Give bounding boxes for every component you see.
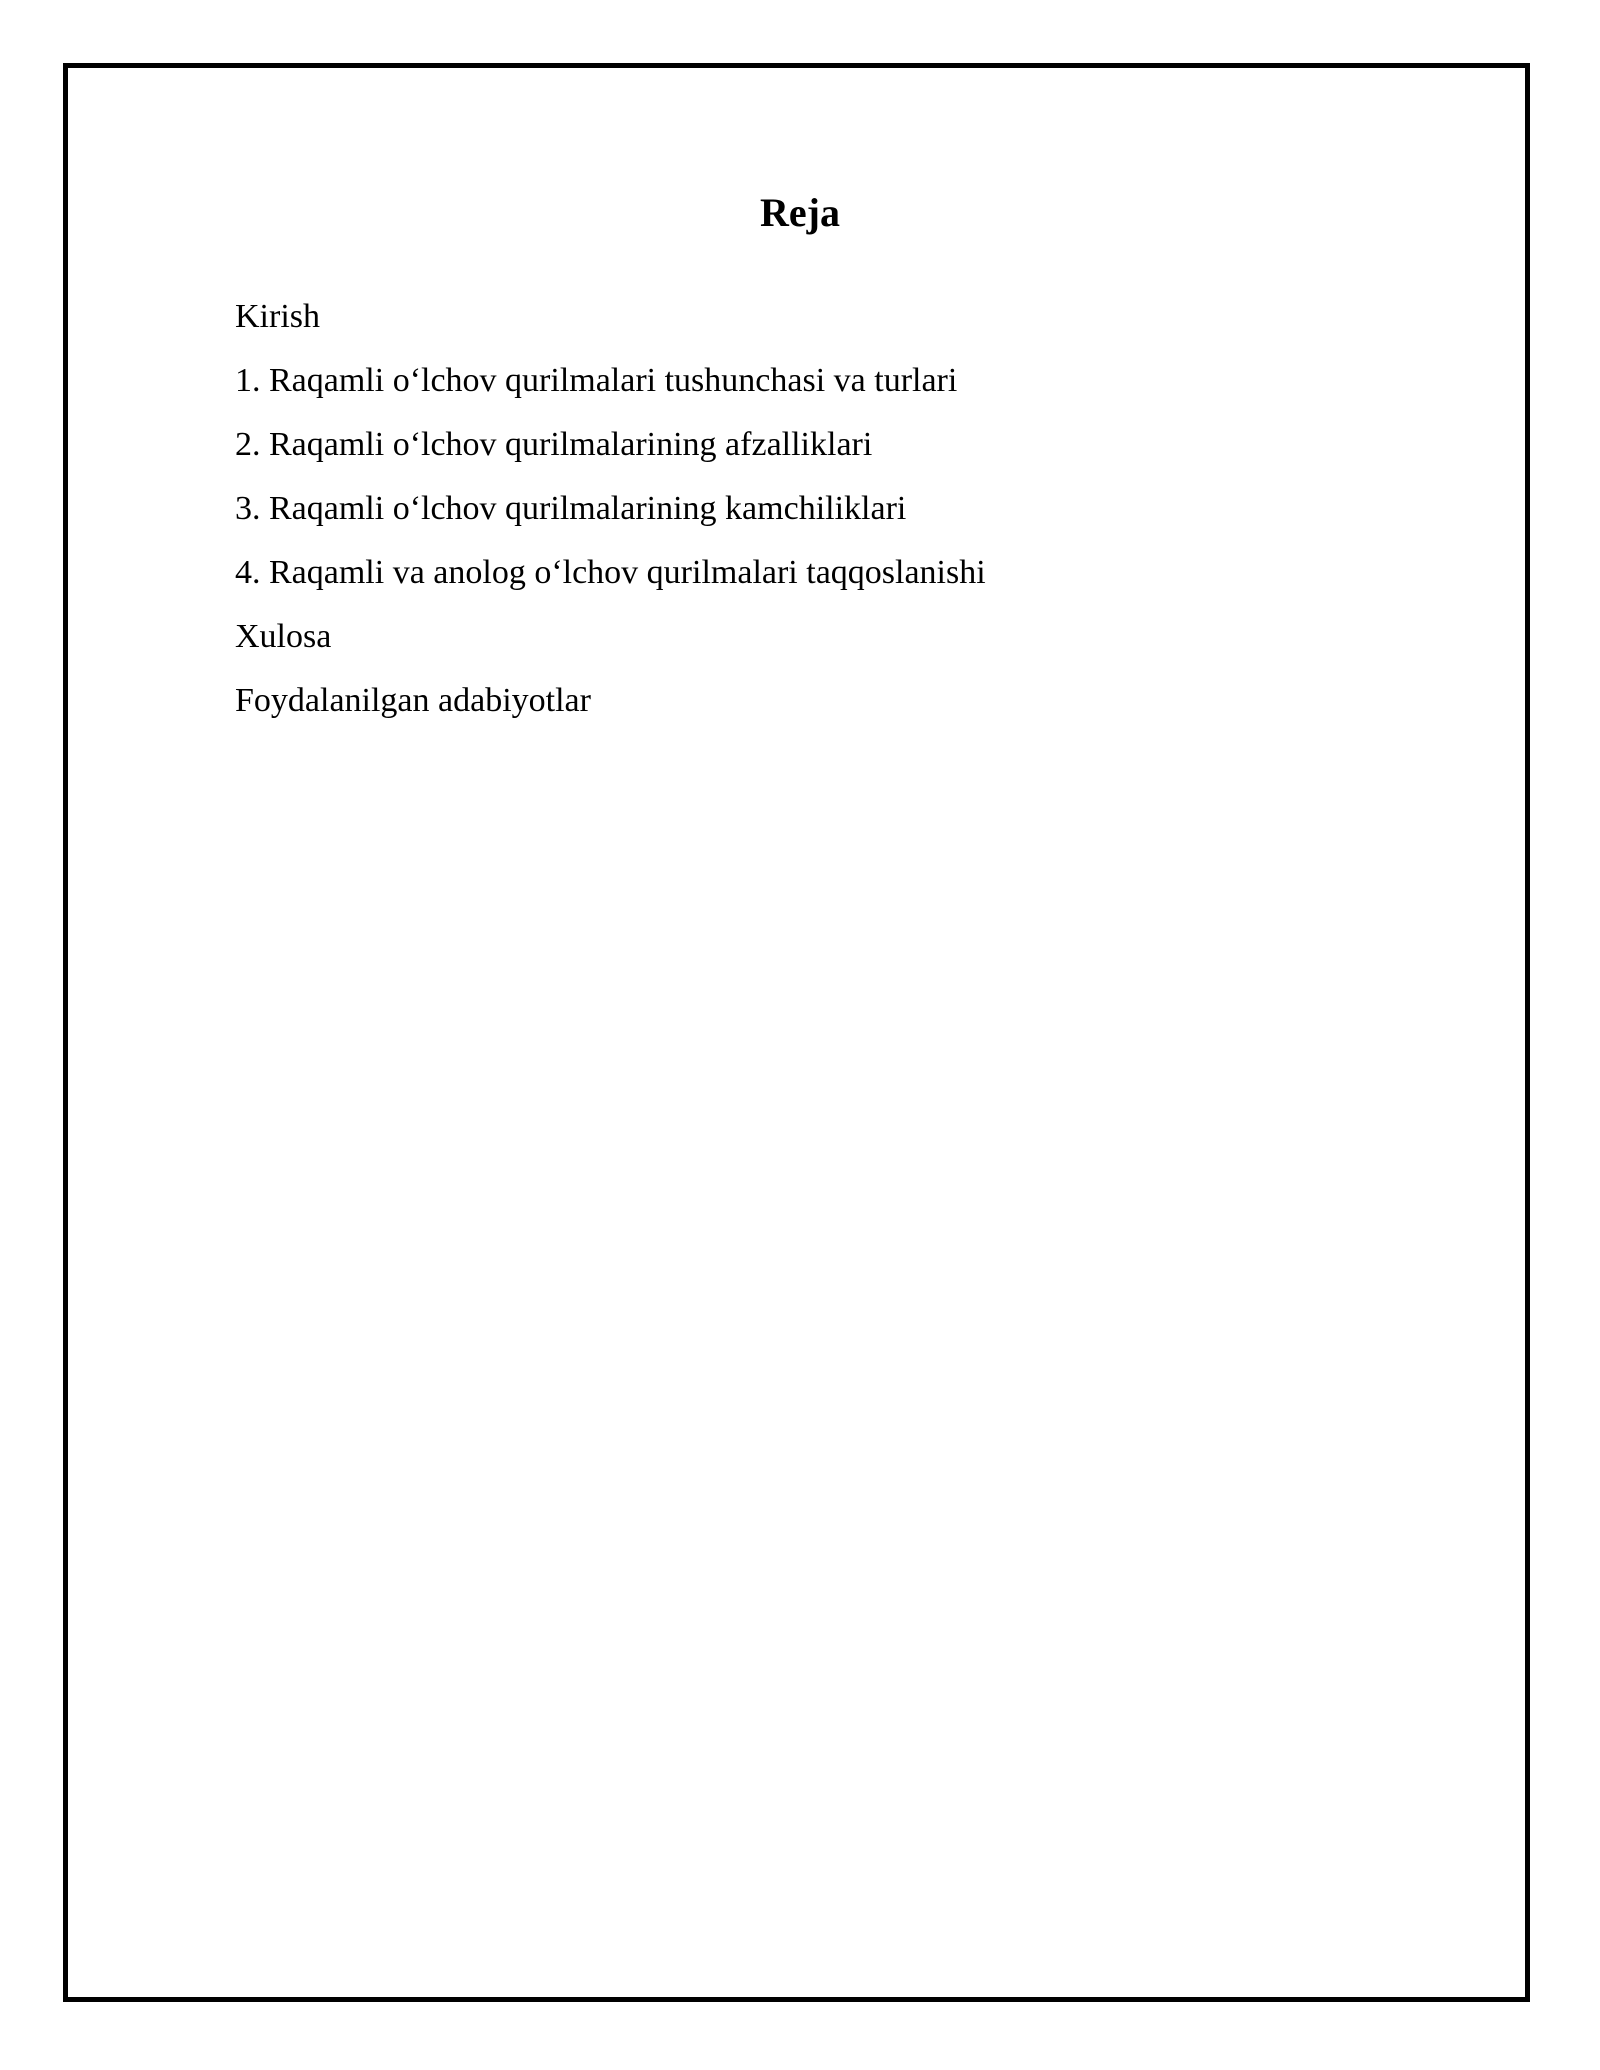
plan-list: [235, 285, 986, 733]
plan-item-introduction: Kirish: [235, 298, 320, 335]
plan-item-conclusion: Xulosa: [235, 618, 332, 655]
page-title: Reja: [760, 190, 840, 235]
plan-item-3: 3. Raqamli o‘lchov qurilmalarining kamchiliklari: [235, 490, 907, 527]
plan-item-2: 2. Raqamli o‘lchov qurilmalarining afzalliklari: [235, 426, 873, 463]
plan-item-1: 1. Raqamli o‘lchov qurilmalari tushunchasi va turlari: [235, 362, 958, 399]
plan-item-references: Foydalanilgan adabiyotlar: [235, 682, 591, 719]
plan-item-4: 4. Raqamli va anolog o‘lchov qurilmalari taqqoslanishi: [235, 554, 986, 591]
